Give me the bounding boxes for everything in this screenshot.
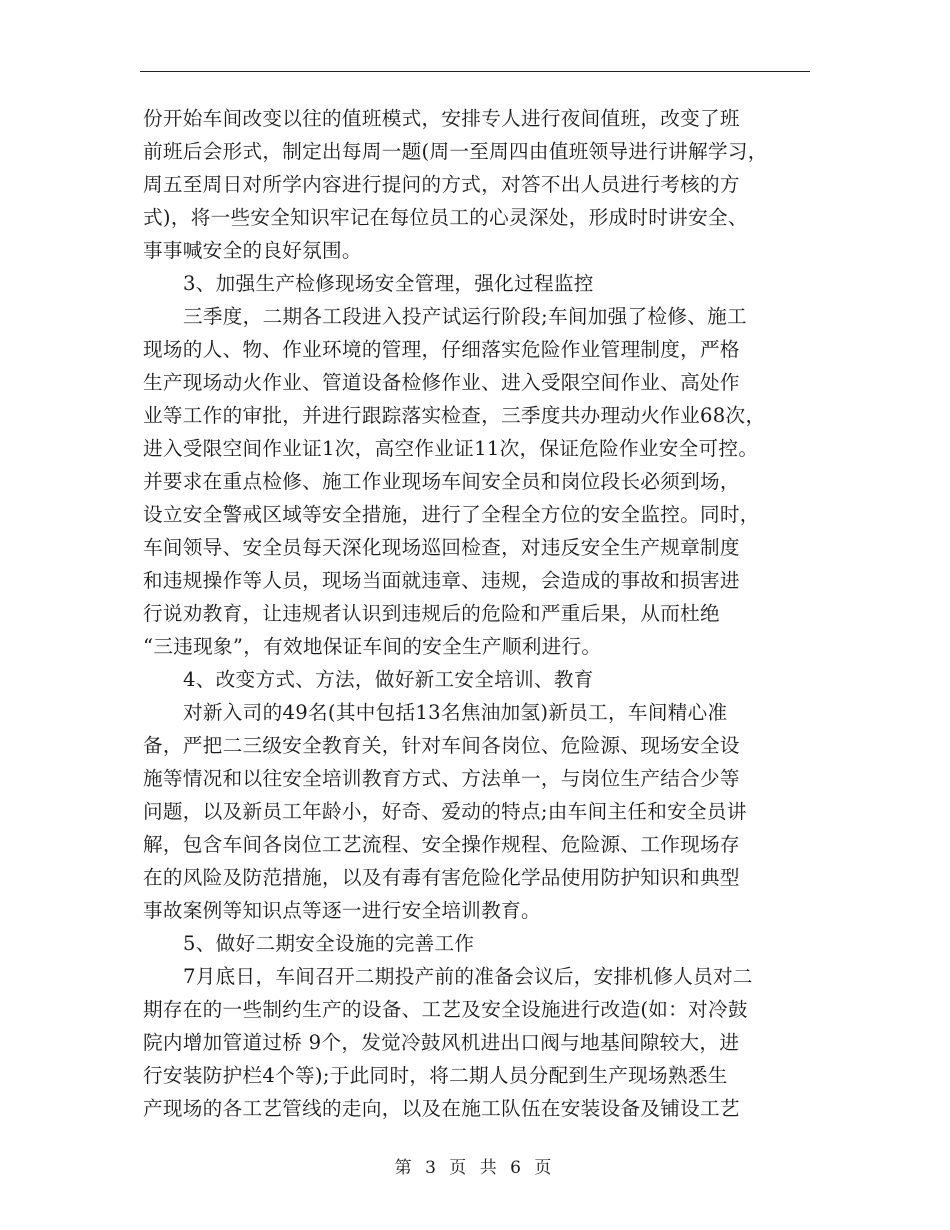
text-line: 周五至周日对所学内容进行提问的方式，对答不出人员进行考核的方 [143,173,740,196]
text-line: 问题，以及新员工年龄小，好奇、爱动的特点;由车间主任和安全员讲 [143,800,747,823]
text-line: 并要求在重点检修、施工作业现场车间安全员和岗位段长必须到场， [143,470,740,493]
text-line: 7月底日，车间召开二期投产前的准备会议后，安排机修人员对二 [183,965,753,988]
text-line: 车间领导、安全员每天深化现场巡回检查，对违反安全生产规章制度 [143,536,740,559]
text-line: 现场的人、物、作业环境的管理，仔细落实危险作业管理制度，严格 [143,338,740,361]
text-line: 在的风险及防范措施，以及有毒有害危险化学品使用防护知识和典型 [143,866,740,889]
text-line: 行说劝教育，让违规者认识到违规后的危险和严重后果，从而杜绝 [143,602,720,625]
page-footer: 第 3 页 共 6 页 [394,1158,556,1178]
text-line: 生产现场动火作业、管道设备检修作业、进入受限空间作业、高处作 [143,371,740,394]
text-line: 份开始车间改变以往的值班模式，安排专人进行夜间值班，改变了班 [143,107,740,130]
text-line: 业等工作的审批，并进行跟踪落实检查，三季度共办理动火作业68次， [143,404,766,427]
text-line: 5、做好二期安全设施的完善工作 [183,932,475,955]
text-line: 式)，将一些安全知识牢记在每位员工的心灵深处，形成时时讲安全、 [143,206,748,229]
text-line: 解，包含车间各岗位工艺流程、安全操作规程、危险源、工作现场存 [143,833,740,856]
text-line: 和违规操作等人员，现场当面就违章、违规，会造成的事故和损害进 [143,569,740,592]
text-line: 院内增加管道过桥 9个，发觉冷鼓风机进出口阀与地基间隙较大，进 [143,1031,740,1054]
text-line: 备，严把二三级安全教育关，针对车间各岗位、危险源、现场安全设 [143,734,740,757]
header-rule [140,71,810,72]
text-line: 施等情况和以往安全培训教育方式、方法单一，与岗位生产结合少等 [143,767,740,790]
text-line: 3、加强生产检修现场安全管理，强化过程监控 [183,272,594,295]
text-line: 事故案例等知识点等逐一进行安全培训教育。 [143,899,541,922]
text-line: 事事喊安全的良好氛围。 [143,239,362,262]
text-line: 行安装防护栏4个等);于此同时，将二期人员分配到生产现场熟悉生 [143,1064,728,1087]
text-line: 对新入司的49名(其中包括13名焦油加氢)新员工，车间精心准 [183,701,728,724]
document-body [143,102,815,1125]
text-line: 4、改变方式、方法，做好新工安全培训、教育 [183,668,594,691]
text-line: 期存在的一些制约生产的设备、工艺及安全设施进行改造(如：对冷鼓 [143,998,748,1021]
text-line: 产现场的各工艺管线的走向，以及在施工队伍在安装设备及铺设工艺 [143,1097,740,1120]
text-line: 三季度，二期各工段进入投产试运行阶段;车间加强了检修、施工 [183,305,747,328]
text-line: 设立安全警戒区域等安全措施，进行了全程全方位的安全监控。同时， [143,503,760,526]
text-line: 进入受限空间作业证1次，高空作业证11次，保证危险作业安全可控。 [143,437,759,460]
text-line: “三违现象”，有效地保证车间的安全生产顺利进行。 [143,635,602,658]
text-line: 前班后会形式，制定出每周一题(周一至周四由值班领导进行讲解学习， [143,140,768,163]
